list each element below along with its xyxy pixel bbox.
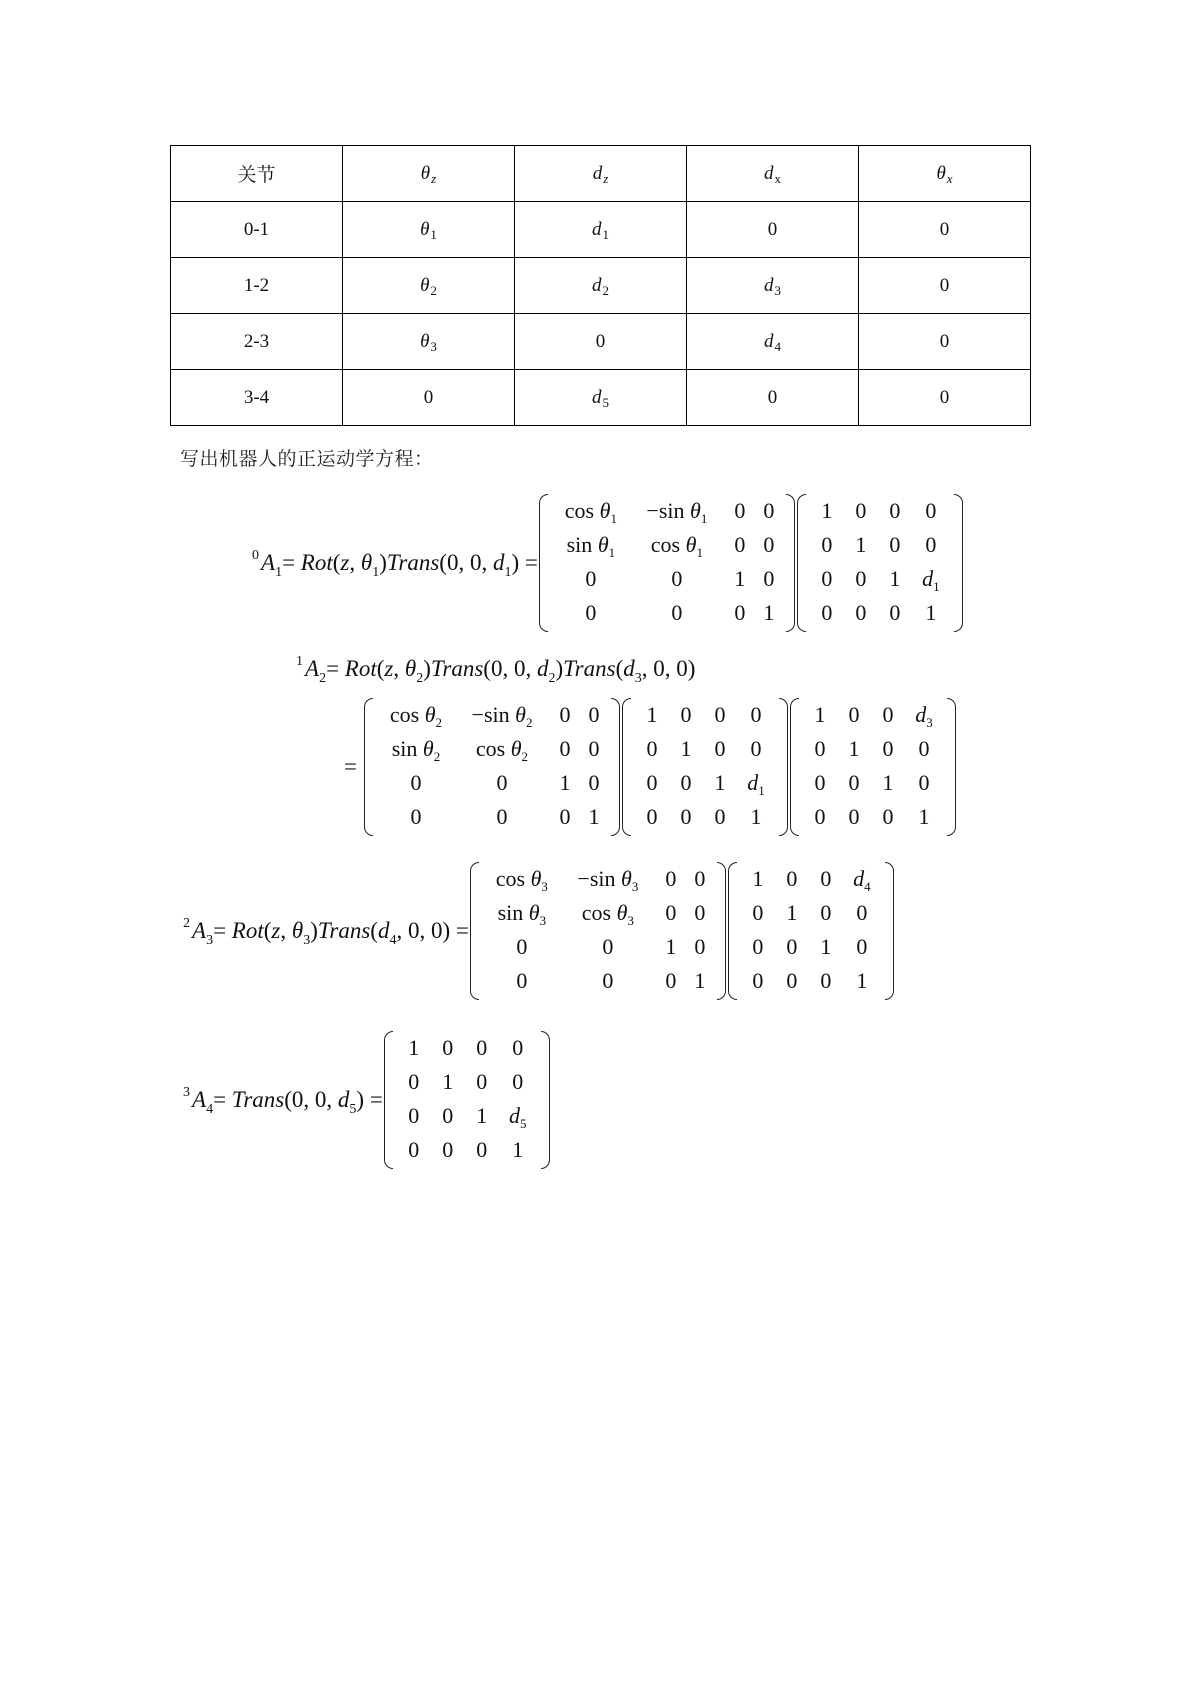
matrix-trans-1 bbox=[797, 494, 963, 632]
matrix-cell: 0 bbox=[476, 1069, 488, 1094]
matrix-cell: 0 bbox=[786, 866, 798, 891]
matrix-cell: 0 bbox=[476, 1137, 488, 1162]
left-paren bbox=[728, 862, 737, 1000]
right-paren bbox=[786, 494, 795, 632]
matrix-cell: 1 bbox=[714, 770, 726, 795]
matrix-cell: 0 bbox=[855, 600, 867, 625]
matrix-trans-4 bbox=[384, 1031, 550, 1169]
intro-text: 写出机器人的正运动学方程： bbox=[180, 448, 434, 470]
matrix-cell: 0 bbox=[646, 736, 658, 761]
matrix-cell: 0 bbox=[763, 566, 775, 591]
matrix-cell: 0 bbox=[496, 804, 508, 829]
matrix-cell: 0 bbox=[786, 968, 798, 993]
matrix-cell: 0 bbox=[925, 532, 937, 557]
matrix-cell: 0 bbox=[665, 968, 677, 993]
right-paren bbox=[611, 698, 620, 836]
matrix-cell: 0 bbox=[410, 804, 422, 829]
table-cell: 0 bbox=[687, 202, 859, 258]
equation-a3 bbox=[183, 862, 895, 1000]
matrix-cell: $\cos \theta_1$ bbox=[650, 532, 703, 560]
matrix-cell: 1 bbox=[763, 600, 775, 625]
matrix-cell: 0 bbox=[763, 532, 775, 557]
right-paren bbox=[779, 698, 788, 836]
matrix-cell: 0 bbox=[820, 866, 832, 891]
matrix-cell: 1 bbox=[694, 968, 706, 993]
matrix-cell: 0 bbox=[585, 600, 597, 625]
matrix-cell: $d_1$ bbox=[922, 566, 940, 594]
matrix-cell: 0 bbox=[882, 804, 894, 829]
matrix-rot-3 bbox=[470, 862, 726, 1000]
table-cell: 0 bbox=[859, 202, 1031, 258]
matrix-cell: 0 bbox=[752, 934, 764, 959]
matrix-cell: $\sin \theta_1$ bbox=[566, 532, 616, 560]
matrix-cell: 1 bbox=[588, 804, 600, 829]
right-paren bbox=[717, 862, 726, 1000]
table-cell: $d_3$ bbox=[687, 258, 859, 314]
matrix-cell: 1 bbox=[882, 770, 894, 795]
matrix-cell: 0 bbox=[671, 566, 683, 591]
equals-sign: = bbox=[344, 754, 357, 779]
matrix-cell: $d_5$ bbox=[509, 1103, 527, 1131]
matrix-cell: $\cos \theta_3$ bbox=[495, 866, 548, 894]
matrix-cell: 1 bbox=[408, 1035, 420, 1060]
matrix-cell: 0 bbox=[665, 900, 677, 925]
table-header-cell: $d_x$ bbox=[687, 146, 859, 202]
matrix-cell: 0 bbox=[442, 1103, 454, 1128]
matrix-cell: 1 bbox=[855, 532, 867, 557]
matrix-cell: 0 bbox=[496, 770, 508, 795]
matrix-cell: 0 bbox=[814, 804, 826, 829]
matrix-cell: 0 bbox=[408, 1103, 420, 1128]
matrix-cell: 0 bbox=[585, 566, 597, 591]
table-cell: $d_5$ bbox=[515, 370, 687, 426]
table-cell: 2-3 bbox=[171, 314, 343, 370]
matrix-cell: 0 bbox=[750, 702, 762, 727]
matrix-cell: 1 bbox=[512, 1137, 524, 1162]
matrix-cell: 0 bbox=[694, 866, 706, 891]
matrix-cell: 0 bbox=[559, 804, 571, 829]
matrix-cell: $d_4$ bbox=[853, 866, 871, 894]
matrix-cell: 0 bbox=[588, 702, 600, 727]
matrix-cell: 1 bbox=[786, 900, 798, 925]
equation-a1-label: 0 A 1 bbox=[252, 548, 283, 580]
matrix-cell: 0 bbox=[602, 934, 614, 959]
right-paren bbox=[947, 698, 956, 836]
matrix-cell: 0 bbox=[848, 702, 860, 727]
matrix-cell: 0 bbox=[734, 600, 746, 625]
matrix-cell: 0 bbox=[821, 566, 833, 591]
matrix-cell: $\sin \theta_2$ bbox=[391, 736, 441, 764]
table-header-cell: 关节 bbox=[171, 146, 343, 202]
matrix-cell: 1 bbox=[821, 498, 833, 523]
matrix-rot-2 bbox=[364, 698, 620, 836]
matrix-cell: $\sin \theta_3$ bbox=[497, 900, 547, 928]
left-paren bbox=[622, 698, 631, 836]
table-cell: $\theta_1$ bbox=[343, 202, 515, 258]
equation-a2-definition bbox=[296, 654, 696, 686]
matrix-cell: 0 bbox=[752, 900, 764, 925]
matrix-cell: 0 bbox=[602, 968, 614, 993]
matrix-cell: 1 bbox=[734, 566, 746, 591]
equation-a3-label: 2 A 3 bbox=[183, 916, 214, 948]
matrix-cell: 0 bbox=[694, 934, 706, 959]
matrix-cell: 1 bbox=[889, 566, 901, 591]
equation-a2-expansion bbox=[338, 698, 957, 836]
matrix-cell: −sin $\theta_1$ bbox=[646, 498, 708, 526]
matrix-cell: 0 bbox=[512, 1069, 524, 1094]
matrix-cell: 1 bbox=[646, 702, 658, 727]
table-cell: $\theta_2$ bbox=[343, 258, 515, 314]
matrix-cell: 0 bbox=[408, 1069, 420, 1094]
matrix-cell: $d_3$ bbox=[915, 702, 933, 730]
table-cell: 0 bbox=[859, 370, 1031, 426]
matrix-cell: 0 bbox=[442, 1137, 454, 1162]
matrix-cell: 0 bbox=[750, 736, 762, 761]
matrix-cell: 0 bbox=[714, 702, 726, 727]
matrix-cell: 1 bbox=[820, 934, 832, 959]
matrix-cell: 0 bbox=[882, 702, 894, 727]
matrix-cell: 0 bbox=[855, 498, 867, 523]
matrix-cell: 0 bbox=[848, 804, 860, 829]
matrix-cell: 0 bbox=[856, 900, 868, 925]
matrix-cell: 0 bbox=[821, 600, 833, 625]
matrix-cell: $\cos \theta_1$ bbox=[564, 498, 617, 526]
matrix-cell: $\cos \theta_2$ bbox=[389, 702, 443, 730]
matrix-cell: −sin $\theta_2$ bbox=[471, 702, 533, 730]
matrix-cell: 0 bbox=[680, 770, 692, 795]
table-cell: 0-1 bbox=[171, 202, 343, 258]
matrix-cell: 0 bbox=[516, 934, 528, 959]
table-header-row bbox=[171, 146, 1031, 202]
equation-a2-label: 1 A 2 bbox=[296, 654, 327, 686]
matrix-cell: 0 bbox=[588, 736, 600, 761]
table-cell: $d_2$ bbox=[515, 258, 687, 314]
equation-a3-expression: = Rot(z, $\theta_3)Trans(d_4$, 0, 0) = bbox=[213, 918, 469, 948]
matrix-cell: 0 bbox=[848, 770, 860, 795]
matrix-cell: 1 bbox=[680, 736, 692, 761]
matrix-cell: 0 bbox=[714, 804, 726, 829]
matrix-cell: 0 bbox=[821, 532, 833, 557]
matrix-cell: 1 bbox=[665, 934, 677, 959]
left-paren bbox=[384, 1031, 393, 1169]
matrix-rot-1 bbox=[539, 494, 795, 632]
matrix-cell: −sin $\theta_3$ bbox=[577, 866, 639, 894]
matrix-cell: 0 bbox=[889, 532, 901, 557]
matrix-cell: 0 bbox=[694, 900, 706, 925]
matrix-cell: 0 bbox=[820, 968, 832, 993]
matrix-cell: 0 bbox=[925, 498, 937, 523]
left-paren bbox=[790, 698, 799, 836]
equation-a2-expression: = Rot(z, $\theta_2)Trans(0$, 0, $d_2)Trans(d_3$, 0, 0) bbox=[326, 656, 696, 686]
matrix-cell: 0 bbox=[918, 736, 930, 761]
matrix-cell: 0 bbox=[442, 1035, 454, 1060]
matrix-cell: 0 bbox=[856, 934, 868, 959]
equation-a4 bbox=[183, 1031, 551, 1169]
table-cell: $d_4$ bbox=[687, 314, 859, 370]
matrix-cell: 0 bbox=[646, 804, 658, 829]
matrix-cell: 0 bbox=[680, 702, 692, 727]
matrix-cell: 1 bbox=[750, 804, 762, 829]
matrix-cell: 0 bbox=[476, 1035, 488, 1060]
table-cell: 0 bbox=[687, 370, 859, 426]
matrix-cell: 1 bbox=[925, 600, 937, 625]
matrix-cell: 1 bbox=[814, 702, 826, 727]
left-paren bbox=[797, 494, 806, 632]
matrix-cell: 0 bbox=[665, 866, 677, 891]
matrix-cell: 0 bbox=[786, 934, 798, 959]
matrix-cell: 1 bbox=[856, 968, 868, 993]
matrix-cell: 0 bbox=[559, 736, 571, 761]
right-paren bbox=[541, 1031, 550, 1169]
matrix-cell: 0 bbox=[512, 1035, 524, 1060]
table-cell: 1-2 bbox=[171, 258, 343, 314]
equation-a1-expression: = Rot(z, $\theta_1)Trans(0$, 0, $d_1$) = bbox=[282, 550, 538, 580]
table-row bbox=[171, 314, 1031, 370]
matrix-cell: 0 bbox=[408, 1137, 420, 1162]
matrix-cell: 0 bbox=[814, 736, 826, 761]
matrix-cell: 0 bbox=[516, 968, 528, 993]
table-row bbox=[171, 258, 1031, 314]
left-paren bbox=[539, 494, 548, 632]
matrix-cell: $\cos \theta_3$ bbox=[581, 900, 634, 928]
table-row bbox=[171, 370, 1031, 426]
equation-a1 bbox=[252, 494, 964, 632]
matrix-cell: 0 bbox=[763, 498, 775, 523]
table-cell: 0 bbox=[859, 314, 1031, 370]
matrix-trans-2a bbox=[622, 698, 788, 836]
table-cell: 0 bbox=[515, 314, 687, 370]
matrix-cell: 0 bbox=[855, 566, 867, 591]
matrix-cell: 1 bbox=[752, 866, 764, 891]
matrix-cell: $\cos \theta_2$ bbox=[475, 736, 529, 764]
matrix-cell: 1 bbox=[476, 1103, 488, 1128]
left-paren bbox=[364, 698, 373, 836]
table-cell: 0 bbox=[343, 370, 515, 426]
equation-a4-expression: = Trans(0, 0, $d_5$) = bbox=[213, 1087, 383, 1117]
matrix-cell: 1 bbox=[559, 770, 571, 795]
matrix-cell: 0 bbox=[646, 770, 658, 795]
matrix-cell: 0 bbox=[918, 770, 930, 795]
table-header-cell: $d_z$ bbox=[515, 146, 687, 202]
matrix-cell: $d_1$ bbox=[747, 770, 765, 798]
matrix-cell: 0 bbox=[734, 532, 746, 557]
equation-a4-label: 3 A 4 bbox=[183, 1085, 214, 1117]
matrix-cell: 0 bbox=[889, 498, 901, 523]
matrix-trans-2b bbox=[790, 698, 956, 836]
matrix-cell: 0 bbox=[814, 770, 826, 795]
matrix-cell: 0 bbox=[734, 498, 746, 523]
matrix-cell: 0 bbox=[714, 736, 726, 761]
matrix-cell: 0 bbox=[588, 770, 600, 795]
matrix-cell: 0 bbox=[410, 770, 422, 795]
table-cell: 3-4 bbox=[171, 370, 343, 426]
matrix-cell: 0 bbox=[752, 968, 764, 993]
matrix-cell: 0 bbox=[671, 600, 683, 625]
table-cell: $d_1$ bbox=[515, 202, 687, 258]
matrix-cell: 1 bbox=[918, 804, 930, 829]
left-paren bbox=[470, 862, 479, 1000]
table-header-cell: $\theta_x$ bbox=[859, 146, 1031, 202]
matrix-trans-3 bbox=[728, 862, 894, 1000]
right-paren bbox=[954, 494, 963, 632]
table-cell: $\theta_3$ bbox=[343, 314, 515, 370]
table-header-cell: $\theta_z$ bbox=[343, 146, 515, 202]
table-cell: 0 bbox=[859, 258, 1031, 314]
matrix-cell: 1 bbox=[848, 736, 860, 761]
matrix-cell: 0 bbox=[889, 600, 901, 625]
matrix-cell: 0 bbox=[882, 736, 894, 761]
matrix-cell: 0 bbox=[820, 900, 832, 925]
right-paren bbox=[885, 862, 894, 1000]
matrix-cell: 0 bbox=[680, 804, 692, 829]
dh-parameter-table bbox=[170, 145, 1031, 426]
matrix-cell: 0 bbox=[559, 702, 571, 727]
table-row bbox=[171, 202, 1031, 258]
matrix-cell: 1 bbox=[442, 1069, 454, 1094]
